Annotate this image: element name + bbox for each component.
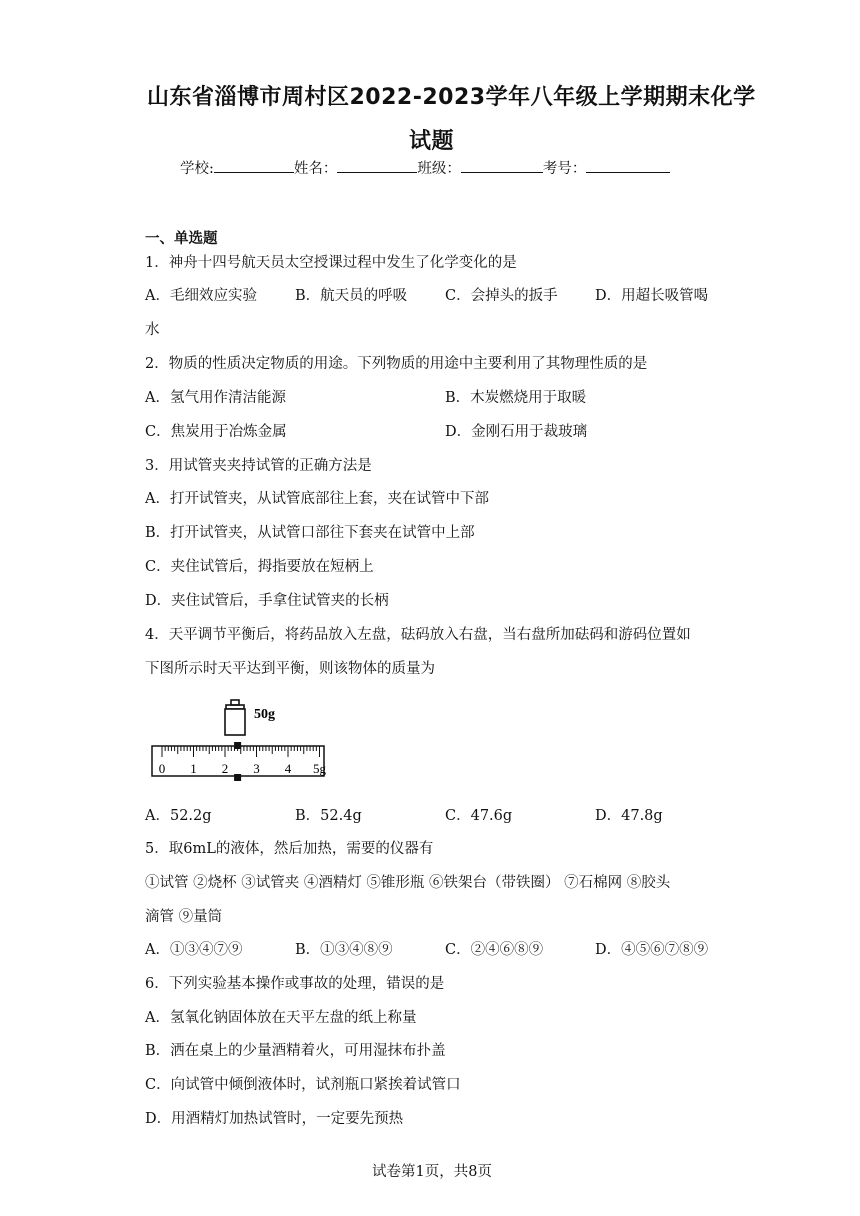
- q1-option-a[interactable]: A．毛细效应实验: [145, 288, 257, 304]
- q5-instrument-list-line2: 滴管 ⑨量筒: [145, 909, 223, 925]
- q2-option-b[interactable]: B．木炭燃烧用于取暖: [445, 390, 587, 406]
- q1-option-d[interactable]: D．用超长吸管喝: [595, 288, 709, 304]
- q6-option-c[interactable]: C．向试管中倾倒液体时，试剂瓶口紧挨着试管口: [145, 1077, 461, 1093]
- q3-option-a[interactable]: A．打开试管夹，从试管底部往上套，夹在试管中下部: [145, 491, 489, 507]
- school-field[interactable]: [214, 158, 294, 173]
- question-5-stem: 5．取6mL的液体，然后加热，需要的仪器有: [145, 841, 434, 857]
- q2-option-d[interactable]: D．金刚石用于裁玻璃: [445, 424, 588, 440]
- q5-option-a[interactable]: A．①③④⑦⑨: [145, 942, 243, 958]
- q5-option-d[interactable]: D．④⑤⑥⑦⑧⑨: [595, 942, 709, 958]
- student-info-line: [180, 158, 670, 179]
- q1-option-b[interactable]: B．航天员的呼吸: [295, 288, 408, 304]
- question-2-stem: 2．物质的性质决定物质的用途。下列物质的用途中主要利用了其物理性质的是: [145, 356, 648, 372]
- class-label: 班级：: [417, 161, 461, 177]
- q4-option-a[interactable]: A．52.2g: [145, 808, 212, 824]
- exam-no-label: 考号：: [542, 161, 587, 177]
- exam-no-field[interactable]: [586, 158, 670, 173]
- question-1-stem: 1．神舟十四号航天员太空授课过程中发生了化学变化的是: [145, 255, 517, 271]
- q3-option-b[interactable]: B．打开试管夹，从试管口部往下套夹在试管中上部: [145, 525, 475, 541]
- page-number-footer: 试卷第1页，共8页: [372, 1164, 492, 1180]
- scale-label: 2: [221, 761, 229, 776]
- rider-marker-bottom: [234, 774, 241, 781]
- balance-scale-figure: [150, 698, 330, 784]
- q4-option-c[interactable]: C．47.6g: [445, 808, 513, 824]
- q1-option-d-continued: 水: [145, 322, 160, 338]
- q4-option-b[interactable]: B．52.4g: [295, 808, 362, 824]
- scale-label: 1: [190, 761, 197, 776]
- q5-instrument-list-line1: ①试管 ②烧杯 ③试管夹 ④酒精灯 ⑤锥形瓶 ⑥铁架台（带铁圈） ⑦石棉网 ⑧胶头: [145, 875, 671, 891]
- q6-option-d[interactable]: D．用酒精灯加热试管时，一定要先预热: [145, 1111, 404, 1127]
- name-field[interactable]: [337, 158, 417, 173]
- section-heading: 一、单选题: [145, 231, 218, 247]
- document-title-line2: 试题: [409, 129, 455, 154]
- name-label: 姓名：: [293, 161, 338, 177]
- q2-option-c[interactable]: C．焦炭用于冶炼金属: [145, 424, 287, 440]
- scale-label: 0: [158, 761, 166, 776]
- school-label: 学校:: [180, 161, 214, 177]
- q5-option-b[interactable]: B．①③④⑧⑨: [295, 942, 393, 958]
- weight-label: 50g: [254, 707, 275, 722]
- question-4-stem-line1: 4．天平调节平衡后，将药品放入左盘，砝码放入右盘，当右盘所加砝码和游码位置如: [145, 627, 691, 643]
- question-4-stem-line2: 下图所示时天平达到平衡，则该物体的质量为: [145, 661, 435, 677]
- q6-option-b[interactable]: B．洒在桌上的少量酒精着火，可用湿抹布扑盖: [145, 1043, 446, 1059]
- weight-icon: [225, 700, 245, 735]
- q3-option-d[interactable]: D．夹住试管后，手拿住试管夹的长柄: [145, 593, 389, 609]
- document-title: 山东省淄博市周村区2022-2023学年八年级上学期期末化学: [147, 85, 756, 110]
- question-3-stem: 3．用试管夹夹持试管的正确方法是: [145, 458, 372, 474]
- question-6-stem: 6．下列实验基本操作或事故的处理，错误的是: [145, 976, 445, 992]
- scale-label: 3: [253, 761, 260, 776]
- q6-option-a[interactable]: A．氢氧化钠固体放在天平左盘的纸上称量: [145, 1010, 417, 1026]
- scale-label: 5g: [313, 761, 326, 776]
- q5-option-c[interactable]: C．②④⑥⑧⑨: [445, 942, 544, 958]
- class-field[interactable]: [461, 158, 543, 173]
- q3-option-c[interactable]: C．夹住试管后，拇指要放在短柄上: [145, 559, 374, 575]
- q4-option-d[interactable]: D．47.8g: [595, 808, 663, 824]
- scale-label: 4: [284, 761, 292, 776]
- q2-option-a[interactable]: A．氢气用作清洁能源: [145, 390, 286, 406]
- rider-marker-top: [234, 742, 241, 749]
- q1-option-c[interactable]: C．会掉头的扳手: [445, 288, 558, 304]
